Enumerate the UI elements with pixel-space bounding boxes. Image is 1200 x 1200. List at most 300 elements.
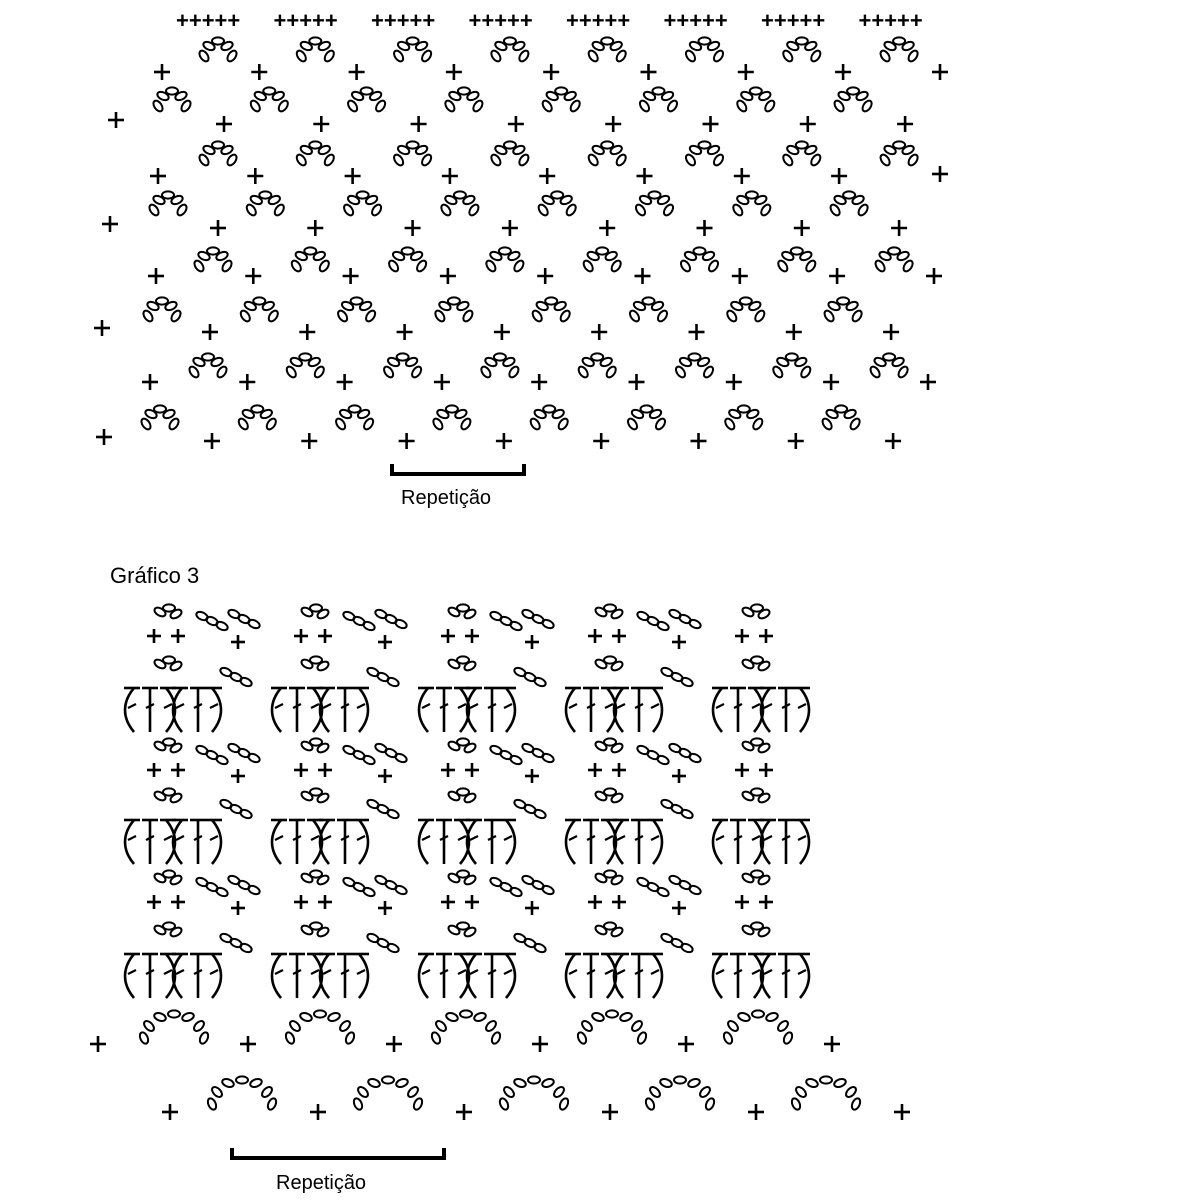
single-crochet-symbol: [231, 635, 245, 649]
single-crochet-symbol: [434, 374, 450, 390]
chain-symbol: [636, 876, 670, 898]
chain-arch-symbol: [285, 353, 326, 379]
chain-arch-symbol: [684, 141, 725, 167]
chain-arch-symbol: [430, 1010, 502, 1045]
single-crochet-symbol: [800, 116, 816, 132]
single-crochet-symbol: [231, 769, 245, 783]
single-crochet-symbol: [824, 1036, 840, 1052]
double-crochet-symbol: [289, 820, 305, 864]
double-crochet-symbol: [778, 820, 794, 864]
single-crochet-symbol: [691, 433, 707, 449]
chain-symbol: [219, 798, 253, 820]
chain-cap-symbol: [447, 656, 477, 672]
chain-arch-symbol: [237, 405, 278, 431]
chain-symbol: [489, 744, 523, 766]
chart-3-title: Gráfico 3: [110, 563, 200, 588]
chain-arch-symbol: [577, 353, 618, 379]
chain-cap-symbol: [153, 922, 183, 938]
chain-arch-symbol: [336, 297, 377, 323]
double-crochet-symbol: [142, 688, 158, 732]
chain-arch-symbol: [295, 141, 336, 167]
top-row-stitches: +++++: [566, 8, 631, 33]
double-crochet-symbol: [289, 688, 305, 732]
chart-3-grid: [90, 604, 910, 1120]
single-crochet-symbol: [147, 763, 161, 777]
single-crochet-symbol: [635, 268, 651, 284]
single-crochet-symbol: [96, 429, 112, 445]
double-crochet-symbol: [337, 688, 353, 732]
single-crochet-symbol: [932, 166, 948, 182]
double-crochet-symbol: [484, 954, 500, 998]
single-crochet-symbol: [411, 116, 427, 132]
single-crochet-symbol: [605, 116, 621, 132]
single-crochet-symbol: [543, 64, 559, 80]
single-crochet-symbol: [794, 220, 810, 236]
chain-arch-symbol: [193, 247, 234, 273]
double-crochet-symbol: [353, 820, 369, 864]
chain-symbol: [521, 874, 555, 896]
chain-symbol: [489, 876, 523, 898]
single-crochet-symbol: [397, 324, 413, 340]
double-crochet-symbol: [353, 688, 369, 732]
chain-symbol: [366, 666, 400, 688]
chain-cap-symbol: [594, 656, 624, 672]
chain-arch-symbol: [198, 141, 239, 167]
single-crochet-symbol: [494, 324, 510, 340]
chain-symbol: [374, 608, 408, 630]
chain-arch-symbol: [626, 405, 667, 431]
chain-arch-symbol: [444, 87, 485, 113]
chain-arch-symbol: [342, 191, 383, 217]
single-crochet-symbol: [591, 324, 607, 340]
chain-symbol: [668, 742, 702, 764]
chain-symbol: [195, 744, 229, 766]
double-crochet-symbol: [647, 954, 663, 998]
chain-arch-symbol: [480, 353, 521, 379]
chain-symbol: [660, 666, 694, 688]
single-crochet-symbol: [637, 168, 653, 184]
double-crochet-symbol: [142, 954, 158, 998]
double-crochet-symbol: [565, 954, 581, 998]
double-crochet-symbol: [206, 820, 222, 864]
single-crochet-symbol: [920, 374, 936, 390]
chain-symbol: [489, 610, 523, 632]
single-crochet-symbol: [405, 220, 421, 236]
chain-arch-symbol: [723, 405, 764, 431]
single-crochet-symbol: [759, 763, 773, 777]
double-crochet-symbol: [500, 688, 516, 732]
double-crochet-symbol: [730, 954, 746, 998]
single-crochet-symbol: [735, 895, 749, 909]
chain-arch-symbol: [387, 247, 428, 273]
chain-cap-symbol: [741, 656, 771, 672]
chain-symbol: [521, 742, 555, 764]
double-crochet-symbol: [271, 820, 287, 864]
single-crochet-symbol: [446, 64, 462, 80]
single-crochet-symbol: [734, 168, 750, 184]
top-row-stitches: +++++: [176, 8, 241, 33]
chain-arch-symbol: [679, 247, 720, 273]
single-crochet-symbol: [508, 116, 524, 132]
single-crochet-symbol: [735, 629, 749, 643]
chain-symbol: [195, 876, 229, 898]
single-crochet-symbol: [239, 374, 255, 390]
chain-arch-symbol: [142, 297, 183, 323]
single-crochet-symbol: [231, 901, 245, 915]
single-crochet-symbol: [885, 433, 901, 449]
chain-symbol: [660, 798, 694, 820]
chain-arch-symbol: [722, 1010, 794, 1045]
double-crochet-symbol: [271, 954, 287, 998]
chain-arch-symbol: [485, 247, 526, 273]
chain-arch-symbol: [498, 1076, 570, 1111]
chain-cap-symbol: [447, 922, 477, 938]
double-crochet-symbol: [436, 688, 452, 732]
single-crochet-symbol: [147, 895, 161, 909]
chain-symbol: [374, 874, 408, 896]
chain-arch-symbol: [879, 141, 920, 167]
single-crochet-symbol: [318, 629, 332, 643]
chain-cap-symbol: [447, 738, 477, 754]
chain-symbol: [342, 610, 376, 632]
double-crochet-symbol: [730, 688, 746, 732]
chain-arch-symbol: [290, 247, 331, 273]
chain-arch-symbol: [245, 191, 286, 217]
double-crochet-symbol: [353, 954, 369, 998]
single-crochet-symbol: [210, 220, 226, 236]
chain-arch-symbol: [821, 405, 862, 431]
chain-cap-symbol: [153, 738, 183, 754]
double-crochet-symbol: [124, 688, 140, 732]
single-crochet-symbol: [726, 374, 742, 390]
chain-arch-symbol: [138, 1010, 210, 1045]
chain-symbol: [513, 932, 547, 954]
double-crochet-symbol: [418, 820, 434, 864]
chain-cap-symbol: [300, 604, 330, 620]
single-crochet-symbol: [891, 220, 907, 236]
chain-arch-symbol: [529, 405, 570, 431]
double-crochet-symbol: [794, 954, 810, 998]
chain-cap-symbol: [447, 788, 477, 804]
double-crochet-symbol: [565, 688, 581, 732]
chain-arch-symbol: [587, 37, 628, 63]
chain-arch-symbol: [537, 191, 578, 217]
single-crochet-symbol: [525, 769, 539, 783]
single-crochet-symbol: [310, 1104, 326, 1120]
chain-arch-symbol: [634, 191, 675, 217]
single-crochet-symbol: [148, 268, 164, 284]
chain-arch-symbol: [833, 87, 874, 113]
double-crochet-symbol: [190, 820, 206, 864]
chain-arch-symbol: [869, 353, 910, 379]
top-row-stitches: +++++: [371, 8, 436, 33]
top-row-stitches: +++++: [663, 8, 728, 33]
chain-arch-symbol: [582, 247, 623, 273]
chain-arch-symbol: [295, 37, 336, 63]
single-crochet-symbol: [251, 64, 267, 80]
single-crochet-symbol: [313, 116, 329, 132]
double-crochet-symbol: [631, 820, 647, 864]
top-row-stitches: +++++: [273, 8, 338, 33]
chain-arch-symbol: [284, 1010, 356, 1045]
chain-symbol: [521, 608, 555, 630]
single-crochet-symbol: [465, 895, 479, 909]
chain-symbol: [668, 874, 702, 896]
single-crochet-symbol: [703, 116, 719, 132]
chain-symbol: [636, 610, 670, 632]
chain-symbol: [342, 876, 376, 898]
chain-symbol: [342, 744, 376, 766]
single-crochet-symbol: [90, 1036, 106, 1052]
double-crochet-symbol: [500, 954, 516, 998]
single-crochet-symbol: [932, 64, 948, 80]
chain-arch-symbol: [684, 37, 725, 63]
double-crochet-symbol: [794, 820, 810, 864]
single-crochet-symbol: [294, 629, 308, 643]
chain-cap-symbol: [300, 656, 330, 672]
single-crochet-symbol: [496, 433, 512, 449]
chain-arch-symbol: [440, 191, 481, 217]
chain-arch-symbol: [382, 353, 423, 379]
chain-arch-symbol: [829, 191, 870, 217]
single-crochet-symbol: [343, 268, 359, 284]
single-crochet-symbol: [697, 220, 713, 236]
chain-cap-symbol: [741, 738, 771, 754]
single-crochet-symbol: [612, 895, 626, 909]
chain-symbol: [366, 798, 400, 820]
chain-arch-symbol: [392, 37, 433, 63]
single-crochet-symbol: [588, 629, 602, 643]
chain-arch-symbol: [587, 141, 628, 167]
chain-arch-symbol: [346, 87, 387, 113]
chain-cap-symbol: [741, 870, 771, 886]
single-crochet-symbol: [441, 895, 455, 909]
chain-cap-symbol: [300, 870, 330, 886]
top-row-stitches: +++++: [761, 8, 826, 33]
chain-symbol: [636, 744, 670, 766]
single-crochet-symbol: [171, 895, 185, 909]
chain-arch-symbol: [576, 1010, 648, 1045]
single-crochet-symbol: [204, 433, 220, 449]
chain-arch-symbol: [392, 141, 433, 167]
chain-symbol: [374, 742, 408, 764]
single-crochet-symbol: [318, 895, 332, 909]
chain-arch-symbol: [206, 1076, 278, 1111]
single-crochet-symbol: [399, 433, 415, 449]
single-crochet-symbol: [465, 629, 479, 643]
chain-arch-symbol: [249, 87, 290, 113]
single-crochet-symbol: [171, 763, 185, 777]
chain-symbol: [668, 608, 702, 630]
double-crochet-symbol: [124, 954, 140, 998]
double-crochet-symbol: [631, 954, 647, 998]
chain-cap-symbol: [447, 604, 477, 620]
single-crochet-symbol: [162, 1104, 178, 1120]
chain-cap-symbol: [153, 604, 183, 620]
chain-symbol: [513, 666, 547, 688]
chain-arch-symbol: [725, 297, 766, 323]
chain-cap-symbol: [300, 738, 330, 754]
chain-arch-symbol: [879, 37, 920, 63]
chain-arch-symbol: [490, 141, 531, 167]
single-crochet-symbol: [759, 895, 773, 909]
single-crochet-symbol: [216, 116, 232, 132]
single-crochet-symbol: [641, 64, 657, 80]
top-row-stitches: +++++: [858, 8, 923, 33]
single-crochet-symbol: [831, 168, 847, 184]
chain-cap-symbol: [741, 604, 771, 620]
single-crochet-symbol: [142, 374, 158, 390]
single-crochet-symbol: [378, 635, 392, 649]
double-crochet-symbol: [418, 954, 434, 998]
chain-cap-symbol: [594, 604, 624, 620]
double-crochet-symbol: [206, 688, 222, 732]
single-crochet-symbol: [525, 635, 539, 649]
single-crochet-symbol: [171, 629, 185, 643]
single-crochet-symbol: [337, 374, 353, 390]
double-crochet-symbol: [712, 820, 728, 864]
single-crochet-symbol: [537, 268, 553, 284]
double-crochet-symbol: [289, 954, 305, 998]
single-crochet-symbol: [629, 374, 645, 390]
double-crochet-symbol: [190, 954, 206, 998]
double-crochet-symbol: [436, 954, 452, 998]
chain-cap-symbol: [594, 922, 624, 938]
top-row-stitches: +++++: [468, 8, 533, 33]
chain-arch-symbol: [188, 353, 229, 379]
single-crochet-symbol: [240, 1036, 256, 1052]
single-crochet-symbol: [465, 763, 479, 777]
repeat-label-3: Repetição: [276, 1172, 367, 1194]
chain-arch-symbol: [148, 191, 189, 217]
single-crochet-symbol: [612, 629, 626, 643]
chain-arch-symbol: [776, 247, 817, 273]
single-crochet-symbol: [345, 168, 361, 184]
double-crochet-symbol: [500, 820, 516, 864]
single-crochet-symbol: [532, 1036, 548, 1052]
chain-arch-symbol: [638, 87, 679, 113]
chain-symbol: [219, 932, 253, 954]
chain-arch-symbol: [541, 87, 582, 113]
single-crochet-symbol: [883, 324, 899, 340]
chain-arch-symbol: [823, 297, 864, 323]
chain-cap-symbol: [741, 922, 771, 938]
double-crochet-symbol: [647, 820, 663, 864]
single-crochet-symbol: [441, 763, 455, 777]
chain-symbol: [219, 666, 253, 688]
single-crochet-symbol: [672, 901, 686, 915]
single-crochet-symbol: [441, 629, 455, 643]
single-crochet-symbol: [539, 168, 555, 184]
chain-cap-symbol: [594, 738, 624, 754]
single-crochet-symbol: [786, 324, 802, 340]
double-crochet-symbol: [337, 954, 353, 998]
single-crochet-symbol: [612, 763, 626, 777]
single-crochet-symbol: [588, 895, 602, 909]
single-crochet-symbol: [247, 168, 263, 184]
chain-arch-symbol: [674, 353, 715, 379]
chain-arch-symbol: [198, 37, 239, 63]
single-crochet-symbol: [897, 116, 913, 132]
single-crochet-symbol: [672, 769, 686, 783]
chain-symbol: [227, 874, 261, 896]
single-crochet-symbol: [732, 268, 748, 284]
chain-arch-symbol: [781, 141, 822, 167]
single-crochet-symbol: [602, 1104, 618, 1120]
single-crochet-symbol: [788, 433, 804, 449]
double-crochet-symbol: [631, 688, 647, 732]
double-crochet-symbol: [436, 820, 452, 864]
single-crochet-symbol: [294, 895, 308, 909]
chain-arch-symbol: [771, 353, 812, 379]
single-crochet-symbol: [147, 629, 161, 643]
chain-arch-symbol: [334, 405, 375, 431]
repeat-label-1: Repetição: [401, 487, 492, 509]
single-crochet-symbol: [349, 64, 365, 80]
single-crochet-symbol: [154, 64, 170, 80]
double-crochet-symbol: [271, 688, 287, 732]
double-crochet-symbol: [794, 688, 810, 732]
chain-cap-symbol: [300, 922, 330, 938]
double-crochet-symbol: [712, 688, 728, 732]
single-crochet-symbol: [294, 763, 308, 777]
double-crochet-symbol: [484, 820, 500, 864]
chain-symbol: [227, 742, 261, 764]
double-crochet-symbol: [730, 820, 746, 864]
single-crochet-symbol: [440, 268, 456, 284]
chain-cap-symbol: [153, 870, 183, 886]
chain-cap-symbol: [300, 788, 330, 804]
single-crochet-symbol: [894, 1104, 910, 1120]
chain-symbol: [366, 932, 400, 954]
chain-cap-symbol: [594, 870, 624, 886]
single-crochet-symbol: [502, 220, 518, 236]
single-crochet-symbol: [442, 168, 458, 184]
chain-symbol: [513, 798, 547, 820]
double-crochet-symbol: [565, 820, 581, 864]
single-crochet-symbol: [299, 324, 315, 340]
single-crochet-symbol: [835, 64, 851, 80]
single-crochet-symbol: [456, 1104, 472, 1120]
chain-arch-symbol: [352, 1076, 424, 1111]
chain-arch-symbol: [140, 405, 181, 431]
chart-1-grid: [94, 8, 948, 449]
double-crochet-symbol: [418, 688, 434, 732]
chain-symbol: [660, 932, 694, 954]
single-crochet-symbol: [150, 168, 166, 184]
double-crochet-symbol: [190, 688, 206, 732]
single-crochet-symbol: [108, 112, 124, 128]
single-crochet-symbol: [735, 763, 749, 777]
single-crochet-symbol: [599, 220, 615, 236]
chain-cap-symbol: [741, 788, 771, 804]
single-crochet-symbol: [378, 769, 392, 783]
single-crochet-symbol: [525, 901, 539, 915]
chain-cap-symbol: [594, 788, 624, 804]
single-crochet-symbol: [307, 220, 323, 236]
single-crochet-symbol: [829, 268, 845, 284]
chain-arch-symbol: [735, 87, 776, 113]
double-crochet-symbol: [337, 820, 353, 864]
single-crochet-symbol: [245, 268, 261, 284]
single-crochet-symbol: [378, 901, 392, 915]
single-crochet-symbol: [926, 268, 942, 284]
single-crochet-symbol: [531, 374, 547, 390]
single-crochet-symbol: [102, 216, 118, 232]
chain-arch-symbol: [790, 1076, 862, 1111]
single-crochet-symbol: [202, 324, 218, 340]
single-crochet-symbol: [748, 1104, 764, 1120]
